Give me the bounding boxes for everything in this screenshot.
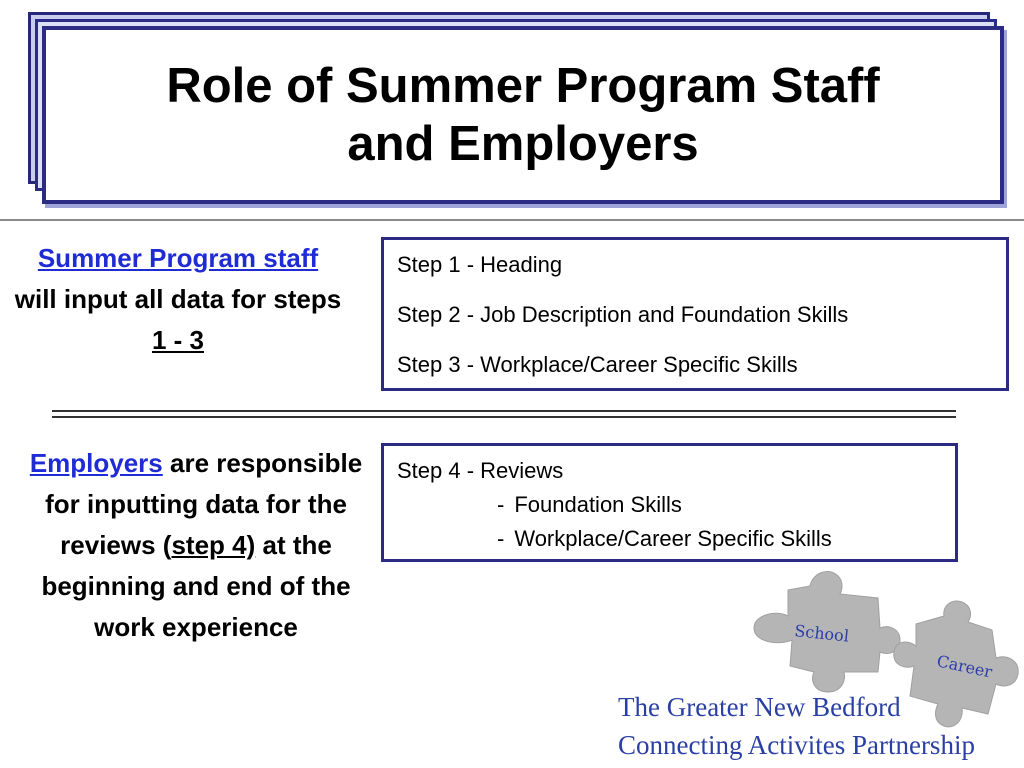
sub-item-label: Foundation Skills <box>514 492 682 517</box>
career-label: Career <box>935 651 994 682</box>
title-box <box>42 26 1004 204</box>
step-2-item: Step 2 - Job Description and Foundation Skills <box>397 302 849 327</box>
section-divider <box>52 410 956 418</box>
steps-range: 1 - 3 <box>151 325 205 355</box>
title-line-1: Role of Summer Program Staff <box>166 59 880 113</box>
sub-item-label: Workplace/Career Specific Skills <box>514 526 832 551</box>
employers-caption <box>22 443 370 648</box>
employers-link[interactable]: Employers <box>29 448 163 478</box>
title-frame <box>28 12 1004 204</box>
title-divider <box>0 219 1024 221</box>
staff-caption-text: will input all data for steps <box>14 284 342 314</box>
steps-1-3-box <box>381 237 1009 391</box>
partnership-logo-text <box>618 688 1024 764</box>
step-4-box <box>381 443 958 562</box>
bullet-dash: - <box>497 492 505 517</box>
page-title <box>46 57 1000 173</box>
step-4-ref: step 4) <box>171 530 256 560</box>
partnership-line-2: Connecting Activites Partnership <box>618 730 975 760</box>
step-4-heading: Step 4 - Reviews <box>397 458 564 483</box>
employers-caption-tail: at the beginning and end of the work experience <box>41 530 351 642</box>
partnership-line-1: The Greater New Bedford <box>618 692 901 722</box>
employers-caption-text: are responsible for inputting data for the reviews ( <box>45 448 363 560</box>
step-1-item: Step 1 - Heading <box>397 252 563 277</box>
step-4-sub-item <box>397 488 955 522</box>
title-line-2: and Employers <box>347 117 699 171</box>
summer-program-staff-link[interactable]: Summer Program staff <box>37 243 319 273</box>
puzzle-piece-school-icon <box>754 571 900 692</box>
school-label: School <box>793 621 850 646</box>
step-4-sub-item <box>397 522 955 556</box>
step-3-item: Step 3 - Workplace/Career Specific Skills <box>397 352 798 377</box>
bullet-dash: - <box>497 526 505 551</box>
staff-caption <box>14 238 342 361</box>
